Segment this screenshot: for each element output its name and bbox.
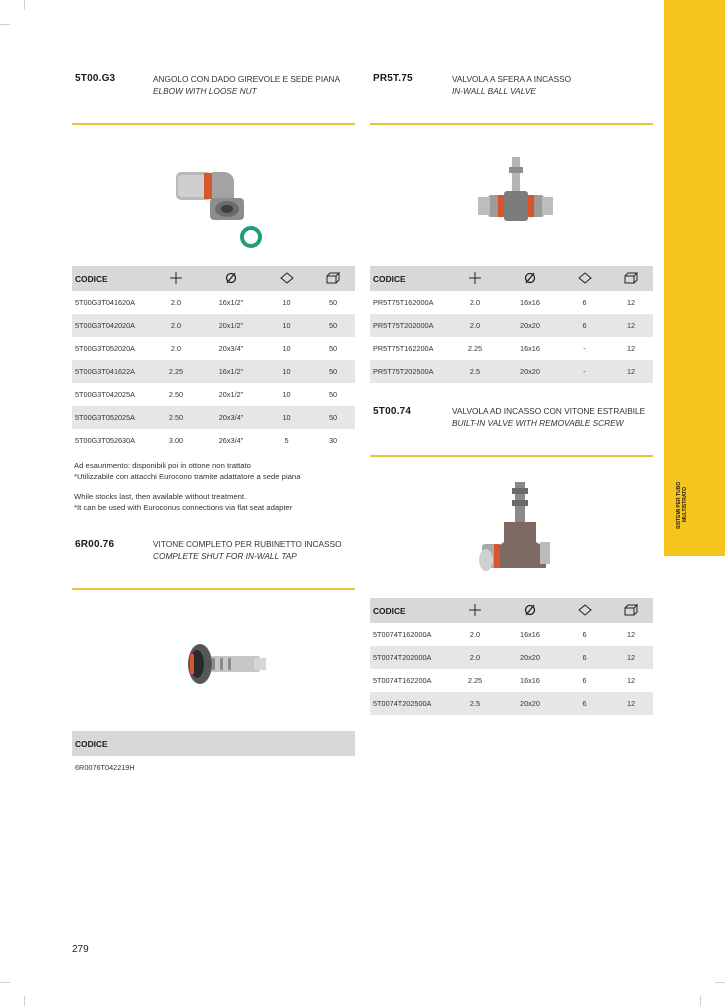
table-cell: 20x20 [500, 646, 560, 669]
product-code-pr5t75: PR5T.75 [373, 73, 413, 84]
table-cell: 2.0 [469, 630, 481, 639]
description-italian: ANGOLO CON DADO GIREVOLE E SEDE PIANA [153, 74, 341, 84]
table-cell: 20x1/2" [200, 314, 262, 337]
table-header [370, 266, 653, 291]
table-cell: 16x1/2" [200, 360, 262, 383]
note-english-2: *It can be used with Euroconus connections via flat seat adapter [74, 503, 293, 512]
table-header [72, 731, 355, 756]
crop-mark [24, 0, 25, 10]
pressure-cross-icon [450, 266, 500, 291]
table-cell: 5T00G3T042020A [72, 314, 152, 337]
table-cell: 50 [311, 406, 355, 429]
pressure-cross-icon [450, 598, 500, 623]
table-cell: PR5T75T162000A [373, 298, 434, 307]
table-row [72, 429, 355, 452]
product-description-pr5t75 [452, 73, 571, 97]
table-cell: 2.50 [152, 406, 200, 429]
table-cell: 2.25 [152, 360, 200, 383]
crop-mark [24, 996, 25, 1006]
table-row [370, 337, 653, 360]
side-tab-label: SISTEMI PER TUBO MULTISTRATO [676, 481, 688, 529]
crop-mark [715, 982, 725, 983]
section-divider [72, 123, 355, 125]
table-cell: 2.0 [450, 646, 500, 669]
table-cell: 6 [560, 314, 609, 337]
table-cell: 5T00G3T052025A [72, 406, 152, 429]
table-cell: 30 [328, 436, 338, 445]
table-cell: 12 [609, 314, 653, 337]
table-cell: 20x20 [500, 692, 560, 715]
table-cell: 20x20 [500, 360, 560, 383]
ball-valve-image [478, 155, 553, 235]
spec-table-pr5t75 [370, 266, 653, 383]
table-cell: PR5T75T162200A [373, 344, 434, 353]
product-description-6r0076 [153, 538, 342, 562]
description-english: COMPLETE SHUT FOR IN-WALL TAP [153, 551, 297, 561]
table-cell: PR5T75T202000A [370, 314, 450, 337]
table-row [370, 692, 653, 715]
table-cell: 12 [626, 630, 636, 639]
table-cell: 2.0 [152, 314, 200, 337]
table-row [72, 291, 355, 314]
table-cell: 5T00G3T041620A [75, 298, 136, 307]
table-row [370, 314, 653, 337]
table-cell: 6 [582, 676, 587, 685]
spec-table-5t0074 [370, 598, 653, 715]
diameter-icon [500, 266, 560, 291]
product-code-5t00g3: 5T00.G3 [75, 73, 116, 84]
note-italian-1: Ad esaurimento: disponibili poi in ottone non trattato [74, 461, 251, 470]
diamond-icon [560, 598, 609, 623]
section-divider [370, 455, 653, 457]
table-cell: 20x3/4" [200, 406, 262, 429]
diamond-icon [262, 266, 311, 291]
table-cell: 3.00 [168, 436, 184, 445]
table-cell: 10 [282, 298, 291, 307]
description-english: ELBOW WITH LOOSE NUT [153, 86, 257, 96]
table-cell: 6 [582, 298, 587, 307]
table-cell: 10 [282, 390, 291, 399]
column-header-codice: CODICE [370, 598, 450, 623]
description-english: IN-WALL BALL VALVE [452, 86, 536, 96]
table-row [72, 756, 355, 779]
table-cell: 12 [626, 344, 636, 353]
table-cell: 12 [626, 676, 636, 685]
table-cell: 50 [328, 298, 338, 307]
table-cell: 5T0074T202500A [370, 692, 450, 715]
table-cell: 2.0 [450, 314, 500, 337]
table-cell: 12 [609, 692, 653, 715]
table-cell: 5T00G3T042025A [75, 390, 136, 399]
table-cell: 5T0074T162000A [373, 630, 432, 639]
note-english-1: While stocks last, then available without treatment. [74, 492, 247, 501]
product-code-6r0076: 6R00.76 [75, 539, 115, 550]
table-cell: 2.0 [170, 298, 182, 307]
table-cell: 5T00G3T041622A [72, 360, 152, 383]
table-cell: 6 [582, 630, 587, 639]
section-divider [72, 588, 355, 590]
table-cell: 2.0 [170, 344, 182, 353]
table-cell: 6R0076T042219H [75, 763, 135, 772]
table-row [370, 646, 653, 669]
elbow-fitting-image [170, 160, 270, 250]
box-icon [609, 266, 653, 291]
shut-valve-image [180, 640, 270, 690]
table-cell: 50 [311, 360, 355, 383]
column-header-codice: CODICE [72, 266, 152, 291]
table-cell: 16x16 [520, 630, 540, 639]
table-cell: 2.25 [467, 344, 483, 353]
table-cell: 5T00G3T052630A [75, 436, 136, 445]
note-italian-2: *Utilizzabile con attacchi Eurocono tramite adattatore a sede piana [74, 472, 301, 481]
table-row [72, 360, 355, 383]
table-cell: 5T0074T162200A [373, 676, 432, 685]
table-header [370, 598, 653, 623]
table-cell: 50 [328, 390, 338, 399]
table-cell: 12 [609, 646, 653, 669]
table-header [72, 266, 355, 291]
table-row [72, 314, 355, 337]
description-italian: VALVOLA AD INCASSO CON VITONE ESTRAIBILE [452, 406, 646, 416]
pressure-cross-icon [152, 266, 200, 291]
box-icon [609, 598, 653, 623]
diameter-icon [500, 598, 560, 623]
table-cell: 5T00G3T052020A [75, 344, 136, 353]
table-cell: 16x16 [520, 676, 540, 685]
table-cell: 5T0074T202000A [370, 646, 450, 669]
table-cell: 2.5 [450, 360, 500, 383]
table-cell: 16x16 [520, 298, 540, 307]
table-cell: 50 [328, 344, 338, 353]
table-cell: 6 [560, 646, 609, 669]
table-cell: 2.50 [168, 390, 184, 399]
table-cell: - [560, 360, 609, 383]
table-row [370, 669, 653, 692]
column-header-codice: CODICE [72, 731, 355, 756]
side-tab [664, 0, 725, 556]
table-cell: 5 [284, 436, 289, 445]
table-row [370, 291, 653, 314]
table-cell: PR5T75T202500A [370, 360, 450, 383]
table-cell: 10 [262, 314, 311, 337]
crop-mark [700, 996, 701, 1006]
table-cell: 12 [626, 298, 636, 307]
description-italian: VITONE COMPLETO PER RUBINETTO INCASSO [153, 539, 342, 549]
table-row [370, 360, 653, 383]
table-cell: 2.5 [450, 692, 500, 715]
table-cell: 20x20 [500, 314, 560, 337]
table-cell: 10 [262, 406, 311, 429]
diamond-icon [560, 266, 609, 291]
product-description-5t0074 [452, 405, 645, 429]
crop-mark [0, 24, 10, 25]
crop-mark [0, 982, 10, 983]
product-description-5t00g3 [153, 73, 340, 97]
spec-table-5t00g3 [72, 266, 355, 452]
table-cell: 26x3/4" [218, 436, 244, 445]
table-cell: 16x16 [520, 344, 540, 353]
table-cell: - [583, 344, 586, 353]
table-cell: 6 [560, 692, 609, 715]
table-cell: 10 [282, 344, 291, 353]
product-notes [74, 460, 301, 513]
spec-table-6r0076 [72, 731, 355, 779]
table-cell: 16x1/2" [218, 298, 244, 307]
table-cell: 20x1/2" [218, 390, 244, 399]
description-italian: VALVOLA A SFERA A INCASSO [452, 74, 572, 84]
product-code-5t0074: 5T00.74 [373, 406, 412, 417]
table-cell: 2.25 [467, 676, 483, 685]
table-cell: 50 [311, 314, 355, 337]
diameter-icon [200, 266, 262, 291]
table-cell: 2.0 [469, 298, 481, 307]
table-row [72, 406, 355, 429]
built-in-valve-image [478, 482, 553, 577]
o-ring-icon [242, 228, 260, 246]
box-icon [311, 266, 355, 291]
table-row [370, 623, 653, 646]
description-english: BUILT-IN VALVE WITH REMOVABLE SCREW [452, 418, 624, 428]
column-header-codice: CODICE [370, 266, 450, 291]
table-row [72, 337, 355, 360]
section-divider [370, 123, 653, 125]
table-cell: 12 [609, 360, 653, 383]
table-cell: 10 [262, 360, 311, 383]
table-cell: 20x3/4" [218, 344, 244, 353]
table-row [72, 383, 355, 406]
page-number: 279 [72, 944, 89, 955]
